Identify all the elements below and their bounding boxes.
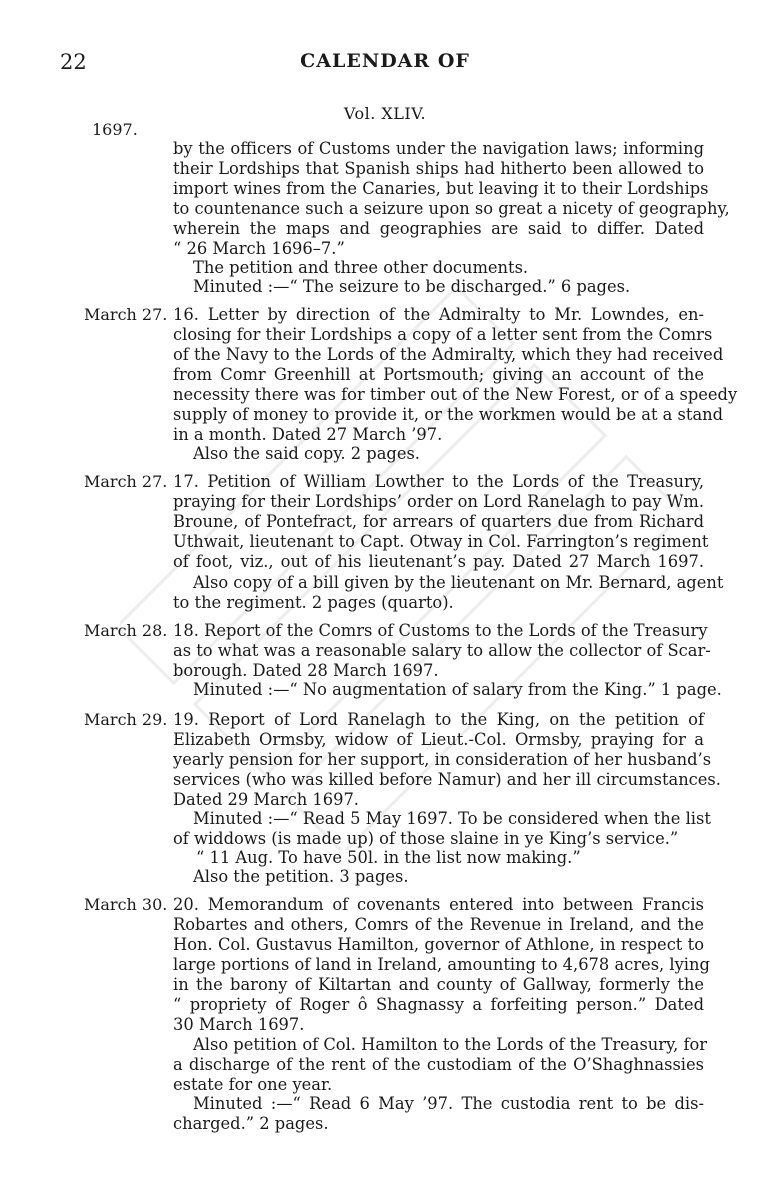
text-line: as to what was a reasonable salary to allow the collector of Scar- xyxy=(173,641,711,660)
year-marker: 1697. xyxy=(92,120,138,139)
text-line: Elizabeth Ormsby, widow of Lieut.-Col. Ormsby, praying for a xyxy=(173,730,704,749)
text-line: Broune, of Pontefract, for arrears of quarters due from Richard xyxy=(173,512,704,531)
minute-line: Minuted :—“ Read 5 May 1697. To be considered when the list xyxy=(193,809,711,828)
text-line: of the Navy to the Lords of the Admiralty, which they had received xyxy=(173,345,724,364)
text-line: Hon. Col. Gustavus Hamilton, governor of Athlone, in respect to xyxy=(173,935,704,954)
text-line: from Comr Greenhill at Portsmouth; giving an account of the xyxy=(173,365,704,384)
text-line: Also the petition. 3 pages. xyxy=(193,867,409,886)
text-line: 17. Petition of William Lowther to the Lords of the Treasury, xyxy=(173,472,704,491)
text-line: charged.” 2 pages. xyxy=(173,1114,329,1133)
text-line: Also petition of Col. Hamilton to the Lords of the Treasury, for xyxy=(193,1035,708,1054)
text-line: supply of money to provide it, or the workmen would be at a stand xyxy=(173,405,724,424)
minute-line: Minuted :—“ No augmentation of salary from the King.” 1 page. xyxy=(193,680,722,699)
minute-line: Minuted :—“ The seizure to be discharged.” 6 pages. xyxy=(193,277,631,296)
text-line: 20. Memorandum of covenants entered into between Francis xyxy=(173,895,704,914)
text-line: yearly pension for her support, in consideration of her husband’s xyxy=(173,750,712,769)
text-line: 19. Report of Lord Ranelagh to the King, on the petition of xyxy=(173,710,704,729)
entry-date: March 27. xyxy=(84,305,168,324)
text-line: praying for their Lordships’ order on Lord Ranelagh to pay Wm. xyxy=(173,492,704,511)
text-line: Also the said copy. 2 pages. xyxy=(193,444,420,463)
text-line: a discharge of the rent of the custodiam of the O’Shaghnassies xyxy=(173,1055,704,1074)
text-line: Also copy of a bill given by the lieutenant on Mr. Bernard, agent xyxy=(193,573,724,592)
text-line: large portions of land in Ireland, amounting to 4,678 acres, lying xyxy=(173,955,710,974)
text-line: of widdows (is made up) of those slaine in ye King’s service.” xyxy=(173,829,679,848)
volume-heading: Vol. XLIV. xyxy=(343,104,427,123)
text-line: Uthwait, lieutenant to Capt. Otway in Col. Farrington’s regiment xyxy=(173,532,709,551)
text-line: 30 March 1697. xyxy=(173,1015,305,1034)
text-line: 18. Report of the Comrs of Customs to the Lords of the Treasury xyxy=(173,621,708,640)
text-line: “ propriety of Roger ô Shagnassy a forfeiting person.” Dated xyxy=(173,995,704,1014)
entry-date: March 27. xyxy=(84,472,168,491)
running-title: CALENDAR OF xyxy=(300,50,470,72)
text-line: in the barony of Kiltartan and county of Gallway, formerly the xyxy=(173,975,704,994)
text-line: Dated 29 March 1697. xyxy=(173,790,359,809)
text-line: import wines from the Canaries, but leaving it to their Lordships xyxy=(173,179,709,198)
text-line: of foot, viz., out of his lieutenant’s pay. Dated 27 March 1697. xyxy=(173,552,704,571)
text-line: their Lordships that Spanish ships had hitherto been allowed to xyxy=(173,159,704,178)
text-line: necessity there was for timber out of the New Forest, or of a speedy xyxy=(173,385,738,404)
text-line: in a month. Dated 27 March ’97. xyxy=(173,425,443,444)
entry-date: March 28. xyxy=(84,621,168,640)
text-line: closing for their Lordships a copy of a letter sent from the Comrs xyxy=(173,325,713,344)
text-line: to countenance such a seizure upon so great a nicety of geography, xyxy=(173,199,730,218)
text-line: The petition and three other documents. xyxy=(193,258,529,277)
text-line: by the officers of Customs under the navigation laws; informing xyxy=(173,139,704,158)
text-line: services (who was killed before Namur) and her ill circumstances. xyxy=(173,770,721,789)
text-line: estate for one year. xyxy=(173,1075,333,1094)
text-line: to the regiment. 2 pages (quarto). xyxy=(173,593,454,612)
text-line: 16. Letter by direction of the Admiralty to Mr. Lowndes, en- xyxy=(173,305,704,324)
text-line: “ 11 Aug. To have 50l. in the list now making.” xyxy=(196,848,581,867)
minute-line: Minuted :—“ Read 6 May ’97. The custodia rent to be dis- xyxy=(193,1094,704,1113)
text-line: borough. Dated 28 March 1697. xyxy=(173,661,439,680)
text-line: wherein the maps and geographies are said to differ. Dated xyxy=(173,219,704,238)
entry-date: March 30. xyxy=(84,895,168,914)
page-number: 22 xyxy=(60,50,87,74)
text-line: Robartes and others, Comrs of the Revenue in Ireland, and the xyxy=(173,915,704,934)
entry-date: March 29. xyxy=(84,710,168,729)
text-line: “ 26 March 1696–7.” xyxy=(173,239,345,258)
